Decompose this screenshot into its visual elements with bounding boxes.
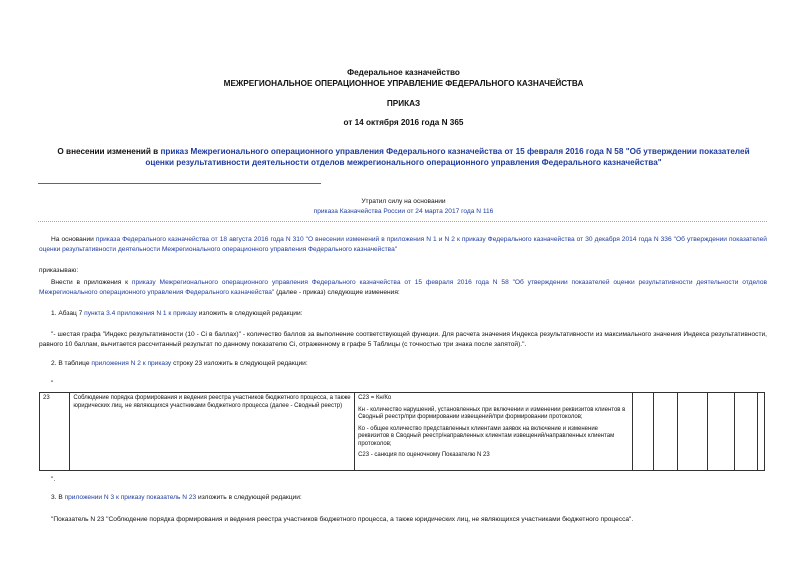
item3-link1[interactable]: приложении N 3 к приказу [64, 494, 145, 501]
item3-paragraph [51, 493, 767, 503]
header-org: Федеральное казначейство [347, 68, 460, 77]
row-formula-cell [355, 393, 633, 471]
intro-paragraph [39, 278, 767, 297]
doc-date: от 14 октября 2016 года N 365 [343, 118, 464, 127]
status-line1: Утратил силу на основании [361, 198, 446, 205]
row-empty-cell [758, 393, 765, 471]
item3-link2[interactable]: показатель N 23 [146, 494, 197, 501]
row-empty-cell [734, 393, 757, 471]
item3-prefix: 3. В [51, 494, 65, 501]
title-divider [38, 183, 321, 184]
row-number: 23 [40, 393, 70, 471]
status-divider [38, 221, 767, 222]
basis-prefix: На основании [51, 236, 96, 243]
item2-link[interactable]: приложения N 2 к приказу [91, 360, 172, 367]
intro-suffix: (далее - приказ) следующие изменения: [274, 288, 400, 296]
item2-paragraph [51, 359, 767, 369]
table-row [40, 393, 765, 471]
item3-suffix: изложить в следующей редакции: [196, 494, 302, 501]
item2-suffix: строку 23 изложить в следующей редакции: [171, 360, 308, 367]
row-empty-cell [633, 393, 654, 471]
row-description: Соблюдение порядка формирования и ведения реестра участников бюджетного процесса, а также юридических лиц, не являющихся участниками бюджетного процесса (далее - Сводный реестр) [70, 393, 355, 471]
order-word: приказываю: [39, 267, 79, 274]
header-dept: МЕЖРЕГИОНАЛЬНОЕ ОПЕРАЦИОННОЕ УПРАВЛЕНИЕ ФЕДЕРАЛЬНОГО КАЗНАЧЕЙСТВА [223, 79, 584, 88]
doc-title [50, 146, 757, 168]
item1-suffix: изложить в следующей редакции: [196, 310, 303, 317]
kn-definition: Кн - количество нарушений, установленных при включении и изменении реквизитов клиентов в Сводный реестр/при формировании извещений/при формировании протоколов; [358, 406, 626, 420]
item1-paragraph [51, 309, 767, 319]
row-empty-cell [708, 393, 734, 471]
doc-title-prefix: О внесении изменений в [57, 147, 161, 156]
doc-title-link[interactable]: приказ Межрегионального операционного управления Федерального казначейства от 15 февраля 2016 года N 58 "Об утверждении показателей оценки результативности деятельности отделов межрегионального операционного управления Федерального казначейства" [145, 147, 750, 167]
intro-prefix: Внести в приложения к [51, 279, 132, 286]
c23-definition: C23 - санкция по оценочному Показателю N 23 [358, 452, 490, 458]
ko-definition: Ко - общее количество представленных клиентами заявок на включение и изменение реквизитов в Сводный реестр/направленных клиентам извещений/направленных клиентам протоколов; [358, 425, 615, 447]
status-link[interactable]: приказа Казначейства России от 24 марта 2017 года N 116 [313, 208, 494, 215]
item1-quote: "- шестая графа "Индекс результативности (10 - Ci в баллах)" - количество баллов за выполнение соответствующей функции. Для расчета значения Индекса результативности из максимального значения Индекса результативности, равного 10 баллам, вычитается рассчитанный результат по данному показателю Ci, отраженному в графе 5 Таблицы (с точностью три знака после запятой).". [39, 331, 767, 348]
item2-open-quote: " [51, 380, 54, 387]
item1-link[interactable]: пункта 3.4 приложения N 1 к приказу [84, 310, 197, 317]
basis-paragraph [39, 235, 767, 254]
row-empty-cell [653, 393, 677, 471]
doc-type: ПРИКАЗ [386, 99, 421, 108]
item1-prefix: 1. Абзац 7 [51, 310, 85, 317]
item2-prefix: 2. В таблице [51, 360, 92, 367]
item2-close-quote: ". [51, 476, 56, 483]
formula: C23 = Кн/Ко [358, 395, 392, 401]
item3-quote: "Показатель N 23 "Соблюдение порядка формирования и ведения реестра участников бюджетного процесса, а также юридических лиц, не являющихся участниками бюджетного процесса". [51, 516, 634, 523]
intro-link[interactable]: приказу Межрегионального операционного управления Федерального казначейства от 15 февраля 2016 года N 58 "Об утверждении показателей оценки результативности деятельности отделов Межрегионального операционного управления Федерального казначейства" [39, 279, 767, 296]
basis-link[interactable]: приказа Федерального казначейства от 18 августа 2016 года N 310 "О внесении изменений в приложения N 1 и N 2 к приказу Федерального казначейства от 30 декабря 2014 года N 336 "Об утверждении показателей оценки результативности деятельности Межрегионального операционного управления Федерального казначейства" [39, 236, 767, 253]
row-empty-cell [678, 393, 708, 471]
indicator-table [39, 392, 765, 471]
